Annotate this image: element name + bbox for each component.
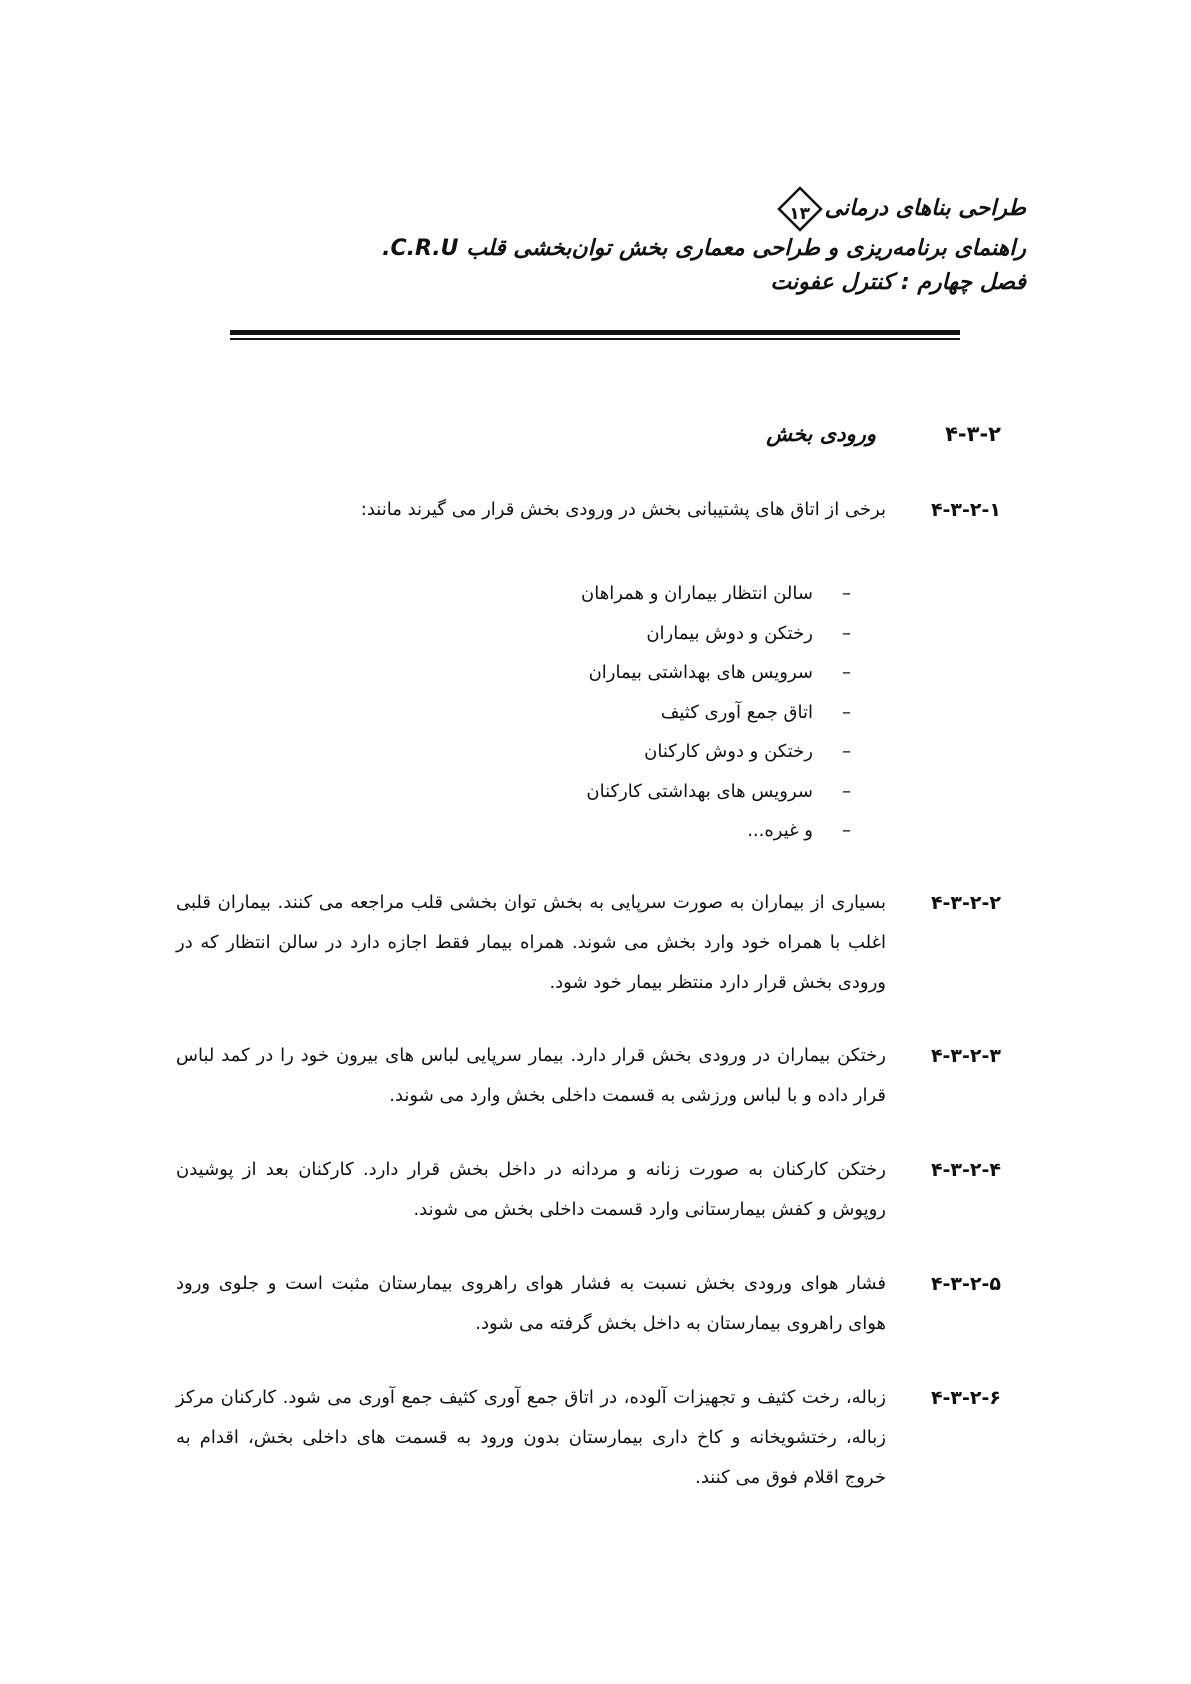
paragraph-text: رختکن بیماران در ورودی بخش قرار دارد. بیمار سرپایی لباس های بیرون خود را در کمد لباس قرار داده و با لباس ورزشی به قسمت داخلی بخش وارد می شوند. — [176, 1045, 886, 1106]
header-line-2: راهنمای برنامه‌ریزی و طراحی معماری بخش توان‌بخشی قلب C.R.U. — [382, 236, 1026, 261]
paragraph-6 — [176, 1378, 1001, 1498]
paragraph-number: ۴-۳-۲-۴ — [930, 1159, 1001, 1181]
paragraph-5 — [176, 1264, 1001, 1344]
chapter-title: فصل چهارم : کنترل عفونت — [770, 270, 1026, 295]
header-divider-thin — [230, 338, 960, 340]
paragraph-text: زباله، رخت کثیف و تجهیزات آلوده، در اتاق جمع آوری کثیف جمع آوری می شود. کارکنان مرکز زباله، رختشویخانه و کاخ داری بیمارستان بدون ورود به قسمت های داخلی بخش، اقدام به خروج اقلام فوق می کنند. — [176, 1387, 886, 1488]
list-item: –اتاق جمع آوری کثیف — [581, 693, 851, 733]
paragraph-3 — [176, 1036, 1001, 1116]
page-header — [266, 186, 1026, 300]
section-heading — [766, 422, 1001, 446]
dash-bullet: – — [842, 820, 851, 841]
section-title: ورودی بخش — [766, 422, 876, 446]
paragraph-text: برخی از اتاق های پشتیبانی بخش در ورودی بخش قرار می گیرند مانند: — [360, 499, 886, 520]
paragraph-4 — [176, 1150, 1001, 1230]
list-item: –سالن انتظار بیماران و همراهان — [581, 574, 851, 614]
list-item: –رختکن و دوش بیماران — [581, 614, 851, 654]
dash-bullet: – — [842, 583, 851, 604]
paragraph-number: ۴-۳-۲-۲ — [930, 892, 1001, 914]
paragraph-number: ۴-۳-۲-۳ — [930, 1045, 1001, 1067]
list-item: –سرویس های بهداشتی کارکنان — [581, 772, 851, 812]
list-item: –سرویس های بهداشتی بیماران — [581, 653, 851, 693]
paragraph-2 — [176, 883, 1001, 1003]
book-title: طراحی بناهای درمانی — [824, 196, 1026, 221]
volume-number: ۱۳ — [789, 204, 810, 224]
volume-number-badge — [777, 186, 823, 232]
paragraph-number: ۴-۳-۲-۶ — [930, 1387, 1001, 1409]
dash-bullet: – — [842, 701, 851, 723]
paragraph-number: ۴-۳-۲-۵ — [930, 1273, 1001, 1295]
dash-bullet: – — [842, 662, 851, 683]
dash-bullet: – — [842, 780, 851, 802]
list-item: –و غیره... — [581, 811, 851, 851]
paragraph-text: بسیاری از بیماران به صورت سرپایی به بخش توان بخشی قلب مراجعه می کنند. بیماران قلبی اغلب با همراه خود وارد بخش می شوند. همراه بیمار فقط اجازه دارد در سالن انتظار که در ورودی بخش قرار دارد منتظر بیمار خود شود. — [176, 892, 886, 993]
intro-paragraph — [176, 490, 1001, 530]
paragraph-text: رختکن کارکنان به صورت زنانه و مردانه در داخل بخش قرار دارد. کارکنان بعد از پوشیدن روپوش و کفش بیمارستانی وارد قسمت داخلی بخش می شوند. — [176, 1159, 886, 1220]
dash-bullet: – — [842, 622, 851, 644]
section-number: ۴-۳-۲ — [945, 422, 1001, 446]
list-item: –رختکن و دوش کارکنان — [581, 732, 851, 772]
header-line-1 — [266, 186, 1026, 232]
header-divider-thick — [230, 330, 960, 335]
dash-bullet: – — [842, 741, 851, 762]
paragraph-text: فشار هوای ورودی بخش نسبت به فشار هوای راهروی بیمارستان مثبت است و جلوی ورود هوای راهروی بیمارستان به داخل بخش گرفته می شود. — [176, 1273, 886, 1334]
support-rooms-list — [581, 574, 851, 851]
paragraph-number: ۴-۳-۲-۱ — [930, 499, 1001, 521]
